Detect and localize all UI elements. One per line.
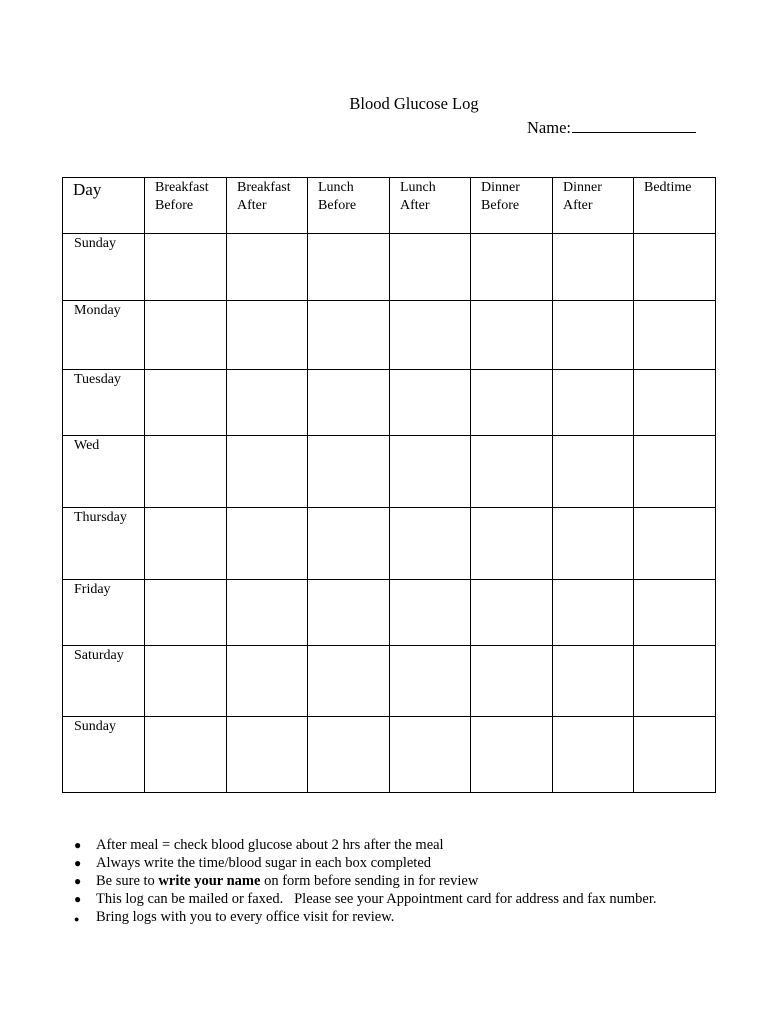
header-lunch-after: Lunch After <box>390 178 471 234</box>
table-row <box>63 370 716 436</box>
emphasis-text: write your name <box>158 873 261 889</box>
header-breakfast-before: Breakfast Before <box>145 178 227 234</box>
name-blank-line[interactable] <box>572 116 696 133</box>
reading-cell[interactable] <box>390 646 471 717</box>
reading-cell[interactable] <box>471 646 553 717</box>
name-field[interactable] <box>527 116 696 138</box>
reading-cell[interactable] <box>227 370 308 436</box>
reading-cell[interactable] <box>553 234 634 301</box>
reading-cell[interactable] <box>634 234 716 301</box>
reading-cell[interactable] <box>308 580 390 646</box>
reading-cell[interactable] <box>227 580 308 646</box>
reading-cell[interactable] <box>390 370 471 436</box>
reading-cell[interactable] <box>553 370 634 436</box>
reading-cell[interactable] <box>308 717 390 793</box>
reading-cell[interactable] <box>634 436 716 508</box>
list-item: ● Be sure to write your name on form before sending in for review <box>74 873 479 889</box>
reading-cell[interactable] <box>634 580 716 646</box>
reading-cell[interactable] <box>471 508 553 580</box>
reading-cell[interactable] <box>553 717 634 793</box>
reading-cell[interactable] <box>145 436 227 508</box>
day-label: Friday <box>63 580 145 646</box>
list-item: ● Always write the time/blood sugar in each box completed <box>74 855 432 871</box>
reading-cell[interactable] <box>308 301 390 370</box>
reading-cell[interactable] <box>471 234 553 301</box>
reading-cell[interactable] <box>145 370 227 436</box>
table-row <box>63 717 716 793</box>
table-header-row <box>63 178 716 234</box>
reading-cell[interactable] <box>227 646 308 717</box>
list-item: ● This log can be mailed or faxed. Please see your Appointment card for address and fax number. <box>74 891 657 907</box>
table-row <box>63 301 716 370</box>
table-row <box>63 580 716 646</box>
reading-cell[interactable] <box>390 508 471 580</box>
reading-cell[interactable] <box>553 436 634 508</box>
day-label: Thursday <box>63 508 145 580</box>
reading-cell[interactable] <box>471 301 553 370</box>
reading-cell[interactable] <box>634 508 716 580</box>
reading-cell[interactable] <box>553 508 634 580</box>
list-item: ● Bring logs with you to every office visit for review. <box>72 908 752 926</box>
header-dinner-before: Dinner Before <box>471 178 553 234</box>
reading-cell[interactable] <box>390 580 471 646</box>
reading-cell[interactable] <box>471 717 553 793</box>
bullet-icon: ● <box>74 856 82 870</box>
page-title: Blood Glucose Log <box>349 94 479 113</box>
day-label: Tuesday <box>63 370 145 436</box>
reading-cell[interactable] <box>471 580 553 646</box>
day-label: Monday <box>63 301 145 370</box>
bullet-icon: ● <box>74 914 80 924</box>
reading-cell[interactable] <box>634 370 716 436</box>
table-row <box>63 234 716 301</box>
day-label: Wed <box>63 436 145 508</box>
list-item: ● After meal = check blood glucose about 2 hrs after the meal <box>74 837 444 853</box>
reading-cell[interactable] <box>471 370 553 436</box>
reading-cell[interactable] <box>553 580 634 646</box>
table-row <box>63 646 716 717</box>
reading-cell[interactable] <box>145 717 227 793</box>
reading-cell[interactable] <box>308 508 390 580</box>
reading-cell[interactable] <box>227 717 308 793</box>
day-label: Sunday <box>63 234 145 301</box>
bullet-icon: ● <box>74 838 82 852</box>
reading-cell[interactable] <box>390 234 471 301</box>
reading-cell[interactable] <box>553 301 634 370</box>
header-lunch-before: Lunch Before <box>308 178 390 234</box>
reading-cell[interactable] <box>227 234 308 301</box>
reading-cell[interactable] <box>145 508 227 580</box>
reading-cell[interactable] <box>471 436 553 508</box>
header-bedtime: Bedtime <box>634 178 716 234</box>
reading-cell[interactable] <box>634 301 716 370</box>
reading-cell[interactable] <box>227 301 308 370</box>
bullet-icon: ● <box>74 892 82 906</box>
day-label: Saturday <box>63 646 145 717</box>
reading-cell[interactable] <box>308 370 390 436</box>
reading-cell[interactable] <box>308 646 390 717</box>
reading-cell[interactable] <box>145 580 227 646</box>
reading-cell[interactable] <box>634 717 716 793</box>
reading-cell[interactable] <box>390 436 471 508</box>
reading-cell[interactable] <box>145 301 227 370</box>
reading-cell[interactable] <box>308 234 390 301</box>
bullet-icon: ● <box>74 874 82 888</box>
reading-cell[interactable] <box>227 436 308 508</box>
reading-cell[interactable] <box>553 646 634 717</box>
reading-cell[interactable] <box>634 646 716 717</box>
header-dinner-after: Dinner After <box>553 178 634 234</box>
reading-cell[interactable] <box>308 436 390 508</box>
reading-cell[interactable] <box>227 508 308 580</box>
reading-cell[interactable] <box>390 301 471 370</box>
name-label: Name: <box>527 118 571 137</box>
instructions-list <box>72 836 752 926</box>
reading-cell[interactable] <box>145 646 227 717</box>
reading-cell[interactable] <box>390 717 471 793</box>
day-label: Sunday <box>63 717 145 793</box>
table-row <box>63 508 716 580</box>
header-day: Day <box>63 178 145 234</box>
table-row <box>63 436 716 508</box>
header-breakfast-after: Breakfast After <box>227 178 308 234</box>
glucose-log-table <box>62 177 716 793</box>
reading-cell[interactable] <box>145 234 227 301</box>
